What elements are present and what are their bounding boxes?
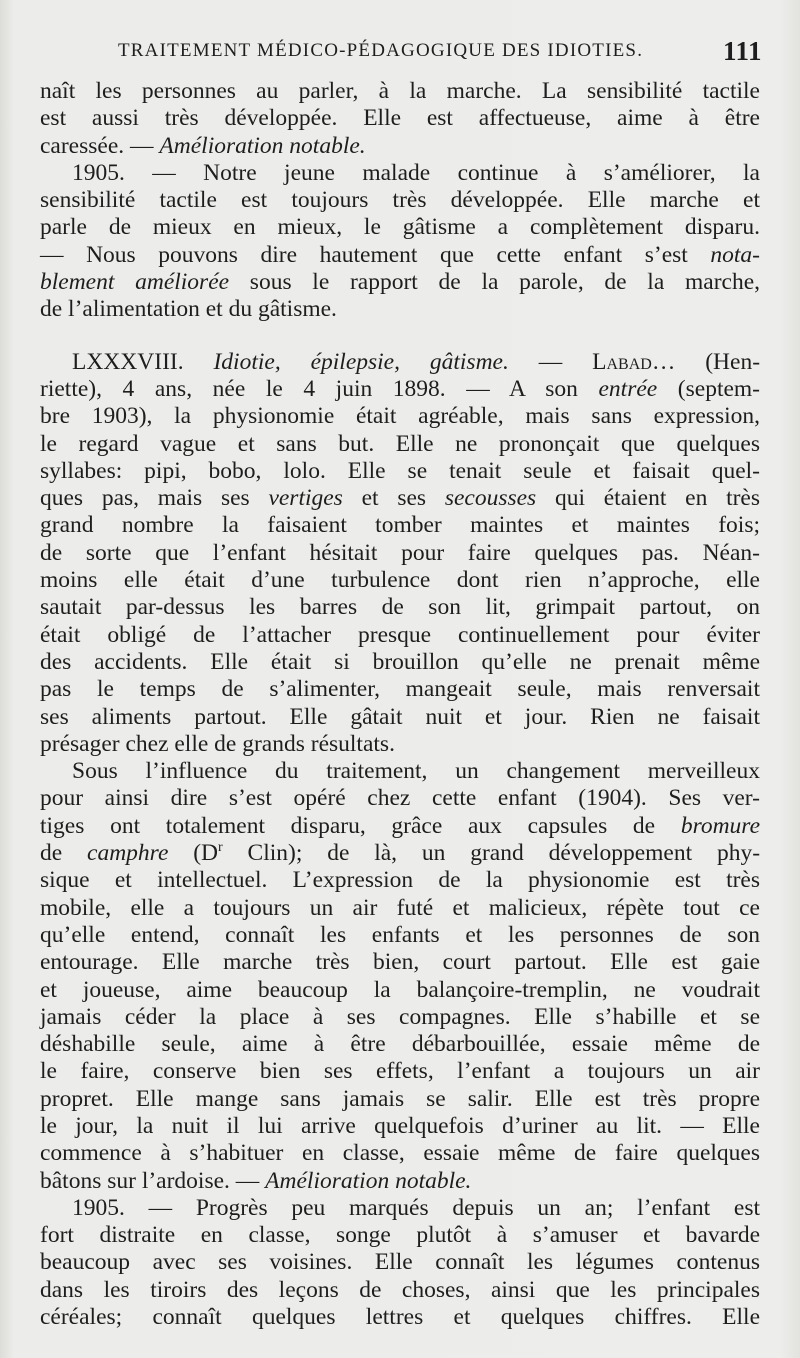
italic-phrase: Amélioration notable. bbox=[159, 132, 366, 159]
text-line: et joueuse, aime beaucoup la balançoire-tremplin, ne voudrait bbox=[40, 976, 760, 1003]
page-number: 111 bbox=[722, 36, 762, 66]
paragraph-gap bbox=[40, 324, 760, 349]
text-line: céréales; connaît quelques lettres et quelques chiffres. Elle bbox=[40, 1304, 760, 1331]
text-span: sous le rapport de la parole, de la marche, bbox=[249, 269, 760, 296]
text-span: (Hen- bbox=[705, 348, 761, 375]
text-line bbox=[40, 376, 760, 403]
text-line: moins elle était d’une turbulence dont rien n’approche, elle bbox=[40, 567, 760, 594]
text-span: (D bbox=[193, 840, 219, 867]
case-numeral: LXXXVIII. bbox=[72, 348, 184, 375]
case-heading bbox=[40, 349, 760, 376]
text-line: était obligé de l’attacher presque continuellement pour éviter bbox=[40, 621, 760, 648]
text-span: — Notre jeune malade continue à s’améliorer, la bbox=[152, 159, 760, 186]
text-line: déshabille seule, aime à être débarbouillée, essaie même de bbox=[40, 1031, 760, 1058]
body-text bbox=[40, 78, 760, 1331]
text-span: tiges ont totalement disparu, grâce aux capsules de bbox=[40, 812, 656, 839]
text-span: bâtons sur l’ardoise. — bbox=[40, 1167, 260, 1194]
text-line: syllabes: pipi, bobo, lolo. Elle se tenait seule et faisait quel- bbox=[40, 457, 760, 484]
text-span: de bbox=[40, 840, 63, 867]
italic-phrase: entrée bbox=[598, 375, 658, 402]
text-line bbox=[40, 840, 760, 867]
italic-phrase: blement améliorée bbox=[40, 269, 230, 296]
text-line: de sorte que l’enfant hésitait pour faire quelques pas. Néan- bbox=[40, 539, 760, 566]
text-line: parle de mieux en mieux, le gâtisme a complètement disparu. bbox=[40, 214, 760, 241]
italic-phrase: secousses bbox=[444, 485, 537, 512]
text-span: — bbox=[538, 348, 563, 375]
case-title: Idiotie, épilepsie, gâtisme. bbox=[213, 348, 509, 375]
running-header bbox=[118, 36, 764, 72]
text-line: commence à s’habituer en classe, essaie même de faire quelques bbox=[40, 1140, 760, 1167]
text-line: 1905. — Progrès peu marqués depuis un an; l’enfant est bbox=[72, 1194, 760, 1221]
running-title: TRAITEMENT MÉDICO-PÉDAGOGIQUE DES IDIOTIES. bbox=[118, 40, 644, 61]
text-span: (septem- bbox=[677, 375, 761, 402]
text-line: naît les personnes au parler, à la marche. La sensibilité tactile bbox=[40, 78, 760, 104]
text-line: jamais céder la place à ses compagnes. Elle s’habille et se bbox=[40, 1003, 760, 1030]
text-span: Clin); de là, un grand développement phy- bbox=[247, 840, 761, 867]
text-line: présager chez elle de grands résultats. bbox=[40, 730, 395, 757]
text-line: de l’alimentation et du gâtisme. bbox=[40, 296, 337, 323]
superscript: r bbox=[218, 840, 223, 856]
patient-name: Labad… bbox=[592, 348, 676, 375]
italic-phrase: vertiges bbox=[268, 485, 343, 512]
text-line bbox=[40, 813, 760, 840]
text-line: sautait par-dessus les barres de son lit, grimpait partout, on bbox=[40, 594, 760, 621]
text-line: fort distraite en classe, songe plutôt à s’amuser et bavarde bbox=[40, 1222, 760, 1249]
text-line: pas le temps de s’alimenter, mangeait seule, mais renversait bbox=[40, 676, 760, 703]
text-line bbox=[40, 269, 760, 296]
text-line bbox=[40, 133, 760, 160]
text-line: beaucoup avec ses voisines. Elle connaît les légumes contenus bbox=[40, 1249, 760, 1276]
text-line: ses aliments partout. Elle gâtait nuit et jour. Rien ne faisait bbox=[40, 703, 760, 730]
text-line: le regard vague et sans but. Elle ne prononçait que quelques bbox=[40, 430, 760, 457]
text-line: le faire, conserve bien ses effets, l’enfant a toujours un air bbox=[40, 1058, 760, 1085]
italic-phrase: bromure bbox=[680, 812, 761, 839]
text-line bbox=[40, 160, 760, 187]
text-span: ques pas, mais ses bbox=[40, 485, 250, 512]
text-line: propret. Elle mange sans jamais se salir. Elle est très propre bbox=[40, 1085, 760, 1112]
text-line: pour ainsi dire s’est opéré chez cette enfant (1904). Ses ver- bbox=[40, 785, 760, 812]
text-line: le jour, la nuit il lui arrive quelquefois d’uriner au lit. — Elle bbox=[40, 1112, 760, 1139]
text-line: des accidents. Elle était si brouillon qu’elle ne prenait même bbox=[40, 648, 760, 675]
text-line: qu’elle entend, connaît les enfants et les personnes de son bbox=[40, 921, 760, 948]
text-line: entourage. Elle marche très bien, court partout. Elle est gaie bbox=[40, 949, 760, 976]
text-span: — Nous pouvons dire hautement que cette enfant s’est bbox=[40, 241, 688, 268]
text-line: Sous l’influence du traitement, un changement merveilleux bbox=[72, 758, 760, 785]
text-line bbox=[40, 485, 760, 512]
text-span: qui étaient en très bbox=[554, 485, 761, 512]
text-line: mobile, elle a toujours un air futé et malicieux, répète tout ce bbox=[40, 894, 760, 921]
year: 1905. bbox=[72, 159, 125, 186]
text-line bbox=[40, 242, 760, 269]
text-line bbox=[40, 1168, 760, 1195]
text-line: bre 1903), la physionomie était agréable, mais sans expression, bbox=[40, 403, 760, 430]
text-span bbox=[193, 840, 222, 866]
text-span: caressée. — bbox=[40, 132, 154, 159]
text-line: est aussi très développée. Elle est affectueuse, aime à être bbox=[40, 105, 760, 132]
text-line: sensibilité tactile est toujours très développée. Elle marche et bbox=[40, 187, 760, 214]
text-line: grand nombre la faisaient tomber maintes et maintes fois; bbox=[40, 512, 760, 539]
italic-phrase: camphre bbox=[87, 840, 169, 867]
text-span: et ses bbox=[361, 485, 427, 512]
text-span: riette), 4 ans, née le 4 juin 1898. — A son bbox=[40, 375, 578, 402]
italic-phrase: nota- bbox=[710, 241, 761, 268]
text-line: dans les tiroirs des leçons de choses, ainsi que les principales bbox=[40, 1276, 760, 1303]
italic-phrase: Amélioration notable. bbox=[265, 1167, 472, 1194]
text-line: sique et intellectuel. L’expression de la physionomie est très bbox=[40, 867, 760, 894]
